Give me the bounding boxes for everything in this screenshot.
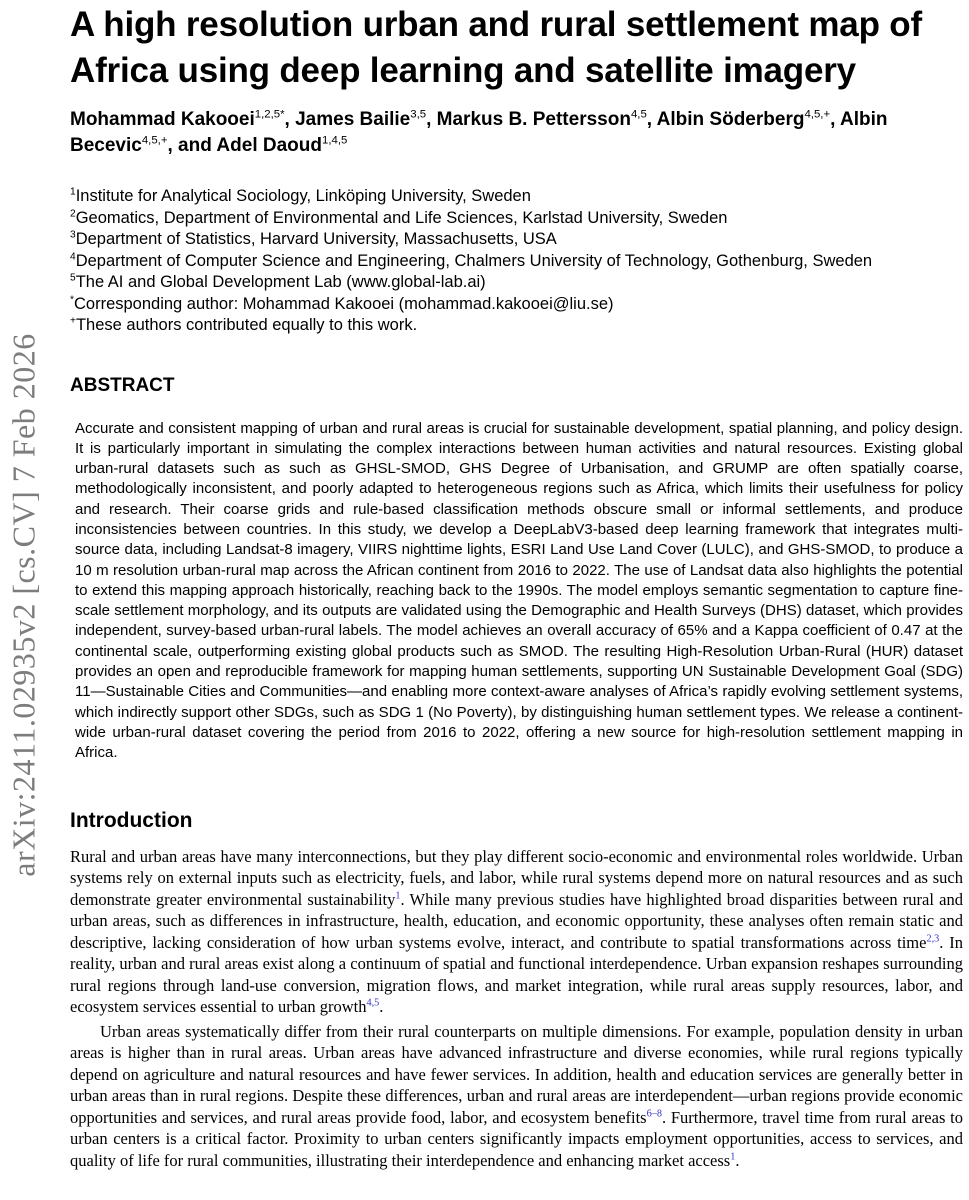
affiliation-superscript: 1 (70, 186, 76, 198)
author (295, 109, 437, 130)
author-affiliation-superscript: 4,5,+ (804, 108, 831, 121)
abstract-heading: ABSTRACT (70, 374, 175, 396)
affiliation-text: The AI and Global Development Lab (www.global-lab.ai) (75, 273, 486, 291)
paper-title-line1: A high resolution urban and rural settlement map of (70, 5, 922, 44)
introduction-heading: Introduction (70, 808, 193, 832)
paper-content (70, 0, 963, 1171)
author-separator: , (426, 109, 437, 130)
arxiv-watermark: arXiv:2411.02935v2 [cs.CV] 7 Feb 2026 (5, 333, 42, 877)
author-list (70, 107, 963, 159)
affiliation-text: These authors contributed equally to this work. (75, 316, 418, 334)
author-affiliation-superscript: 1,2,5* (254, 108, 285, 121)
citation-link[interactable]: 1 (730, 1151, 736, 1163)
affiliation-text: Institute for Analytical Sociology, Linköping University, Sweden (75, 187, 531, 205)
author-separator: , and (167, 135, 217, 156)
affiliation-superscript: * (70, 294, 74, 305)
author-name: Mohammad Kakooei (70, 109, 255, 130)
author (216, 135, 347, 156)
author-name: Albin Becevic (70, 109, 888, 156)
author-separator: , (646, 109, 657, 130)
affiliation-superscript: 3 (70, 229, 76, 241)
affiliation-text: Corresponding author: Mohammad Kakooei (mohammad.kakooei@liu.se) (73, 294, 614, 313)
introduction-body (70, 846, 963, 1172)
affiliation-line (70, 251, 963, 273)
author-affiliation-superscript: 1,4,5 (321, 134, 348, 147)
author (657, 109, 840, 130)
affiliation-superscript: 5 (70, 272, 76, 284)
paragraph: Urban areas systematically differ from their rural counterparts on multiple dimensions. For example, population density in urban areas is higher than in rural areas. Urban areas have advanced infrastructure and diverse economies, while rural regions typically depend on agriculture and natural resources and have fewer services. In addition, health and education services are generally better in urban areas than in rural regions. Despite these differences, urban and rural areas are interdependent—urban regions provide economic opportunities and services, and rural areas provide food, labor, and ecosystem benefits$^{6-8}$. Furthermore, travel time from rural areas to urban centers is a critical factor. Proximity to urban centers significantly impacts employment opportunities, access to services, and quality of life for rural communities, illustrating their interdependence and enhancing market access$^1$. (70, 1021, 963, 1170)
author-affiliation-superscript: 4,5,+ (141, 134, 168, 147)
affiliation-superscript: 2 (70, 208, 76, 219)
citation-link[interactable]: 4,5 (366, 997, 380, 1009)
affiliation-line (70, 208, 963, 230)
author-name: Markus B. Pettersson (436, 109, 631, 130)
author-name: Adel Daoud (216, 135, 322, 156)
author-affiliation-superscript: 4,5 (630, 108, 647, 121)
affiliation-line (70, 229, 963, 251)
author-affiliation-superscript: 3,5 (410, 108, 427, 121)
affiliation-line (70, 272, 963, 294)
paragraph: Rural and urban areas have many interconnections, but they play different socio-economic and environmental roles worldwide. Urban systems rely on external inputs such as electricity, fuels, and labor, while rural systems depend more on natural resources and as such demonstrate greater environmental sustainability$^1$. While many previous studies have highlighted broad disparities between rural and urban areas, such as differences in infrastructure, health, education, and economic opportunity, these analyses often remain static and descriptive, lacking consideration of how urban systems evolve, interact, and contribute to spatial transformations across time$^{2,3}$. In reality, urban and rural areas exist along a continuum of spatial and functional interdependence. Urban expansion reshapes surrounding rural regions through land-use conversion, migration flows, and market integration, while rural areas supply resources, labor, and ecosystem services essential to urban growth$^{4,5}$. (70, 846, 963, 1017)
author-name: James Bailie (295, 109, 411, 130)
citation-link[interactable]: 1 (395, 890, 401, 902)
affiliation-superscript: + (70, 315, 76, 327)
author-separator: , (830, 109, 840, 130)
citation-link[interactable]: 6–8 (646, 1108, 662, 1120)
affiliation-text: Department of Computer Science and Engineering, Chalmers University of Technology, Gothenburg, Sweden (75, 251, 873, 270)
author (437, 109, 657, 130)
author (70, 109, 295, 130)
affiliation-line (70, 315, 963, 337)
affiliation-list (70, 186, 963, 337)
citation-link[interactable]: 2,3 (926, 933, 940, 945)
paper-title-line2: Africa using deep learning and satellite imagery (70, 51, 856, 90)
affiliation-superscript: 4 (70, 251, 76, 262)
abstract-text: Accurate and consistent mapping of urban and rural areas is crucial for sustainable development, spatial planning, and policy design. It is particularly important in simulating the complex interactions between human activities and natural resources. Existing global urban-rural datasets such as such as GHSL-SMOD, GHS Degree of Urbanisation, and GRUMP are often spatially coarse, methodologically inconsistent, and poorly adapted to heterogeneous regions such as Africa, which limits their usefulness for policy and research. Their coarse grids and rule-based classification methods obscure small or informal settlements, and produce inconsistencies between countries. In this study, we develop a DeepLabV3-based deep learning framework that integrates multi-source data, including Landsat-8 imagery, VIIRS nighttime lights, ESRI Land Use Land Cover (LULC), and GHS-SMOD, to produce a 10 m resolution urban-rural map across the African continent from 2016 to 2022. The use of Landsat data also highlights the potential to extend this mapping approach historically, reaching back to the 1990s. The model employs semantic segmentation to capture fine-scale settlement morphology, and its outputs are validated using the Demographic and Health Surveys (DHS) dataset, which provides independent, survey-based urban-rural labels. The model achieves an overall accuracy of 65% and a Kappa coefficient of 0.47 at the continental scale, outperforming existing global products such as SMOD. The resulting High-Resolution Urban-Rural (HUR) dataset provides an open and reproducible framework for mapping human settlements, supporting UN Sustainable Development Goal (SDG) 11—Sustainable Cities and Communities—and enabling more context-aware analyses of Africa’s rapidly evolving settlement systems, which indirectly support other SDGs, such as SDG 1 (No Poverty), by distinguishing human settlement types. We release a continent-wide urban-rural dataset covering the period from 2016 to 2022, offering a new source for high-resolution settlement mapping in Africa. (75, 419, 963, 762)
affiliation-text: Geomatics, Department of Environmental and Life Sciences, Karlstad University, Sweden (75, 208, 728, 227)
paper-title (70, 0, 963, 94)
author-separator: , (284, 109, 296, 130)
author-name: Albin Söderberg (656, 109, 805, 130)
affiliation-text: Department of Statistics, Harvard University, Massachusetts, USA (75, 230, 557, 248)
affiliation-line (70, 186, 963, 208)
affiliation-line (70, 294, 963, 316)
